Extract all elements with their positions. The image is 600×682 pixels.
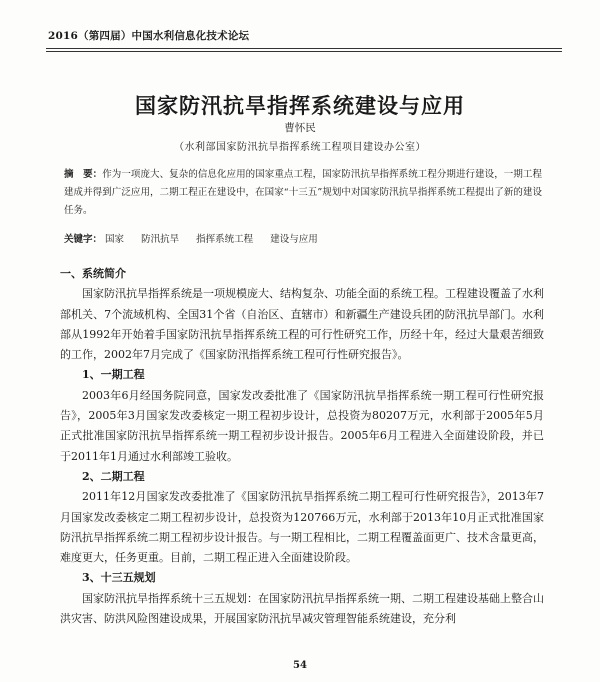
page-number: 54: [293, 660, 307, 671]
paper-title: 国家防汛抗旱指挥系统建设与应用: [135, 93, 465, 118]
abstract-label: 摘 要：: [64, 169, 103, 180]
keyword: 国家: [105, 234, 125, 245]
paragraph: 2003年6月经国务院同意，国家发改委批准了《国家防汛抗旱指挥系统一期工程可行性研究报告》，2005年3月国家发改委核定一期工程初步设计，总投资为80207万元，水利部于2005年5月正式批准国家防汛抗旱指挥系统一期工程初步设计报告。2005年6月工程进入全面建设阶段，并已于2011年1月通过水利部竣工验收。: [60, 388, 544, 463]
paragraph: 2011年12月国家发改委批准了《国家防汛抗旱指挥系统二期工程可行性研究报告》，2013年7月国家发改委核定二期工程初步设计，总投资为120766万元，水利部于2013年10月正式批准国家防汛抗旱指挥系统二期工程初步设计报告。与一期工程相比，二期工程覆盖面更广、技术含量更高，难度更大，任务更重。目前，二期工程正进入全面建设阶段。: [60, 490, 544, 565]
keywords-label: 关键字：: [64, 234, 103, 245]
header-rule: [46, 48, 562, 52]
paper-body: [60, 264, 544, 629]
section-heading: 一、系统简介: [60, 267, 126, 280]
subsection-heading: 3、十三五规划: [82, 571, 156, 585]
subsection-heading: 1、一期工程: [82, 368, 145, 382]
paragraph: 国家防汛抗旱指挥系统是一项规模庞大、结构复杂、功能全面的系统工程。工程建设覆盖了水利部机关、7个流域机构、全国31个省（自治区、直辖市）和新疆生产建设兵团的防汛抗旱部门。水利部从1992年开始着手国家防汛抗旱指挥系统工程的可行性研究工作，历经十年，经过大量艰苦细致的工作，2002年7月完成了《国家防汛指挥系统工程可行性研究报告》。: [60, 287, 544, 362]
author-name: 曹怀民: [284, 122, 316, 134]
subsection-heading: 2、二期工程: [82, 469, 145, 483]
keywords: [64, 232, 542, 248]
running-header: 2016（第四届）中国水利信息化技术论坛: [48, 30, 250, 42]
author-affiliation: （水利部国家防汛抗旱指挥系统工程项目建设办公室）: [174, 142, 426, 153]
keyword: 建设与应用: [270, 234, 318, 245]
keyword: 指挥系统工程: [196, 234, 254, 245]
keyword: 防汛抗旱: [141, 234, 180, 245]
abstract: [64, 166, 542, 220]
paragraph: 国家防汛抗旱指挥系统十三五规划：在国家防汛抗旱指挥系统一期、二期工程建设基础上整合山洪灾害、防洪风险图建设成果，开展国家防汛抗旱减灾管理智能系统建设，充分利: [60, 591, 544, 626]
abstract-text: 作为一项庞大、复杂的信息化应用的国家重点工程，国家防汛抗旱指挥系统工程分期进行建设，一期工程建成并得到广泛应用，二期工程正在建设中，在国家“十三五”规划中对国家防汛抗旱指挥系统工程提出了新的建设任务。: [64, 169, 542, 216]
